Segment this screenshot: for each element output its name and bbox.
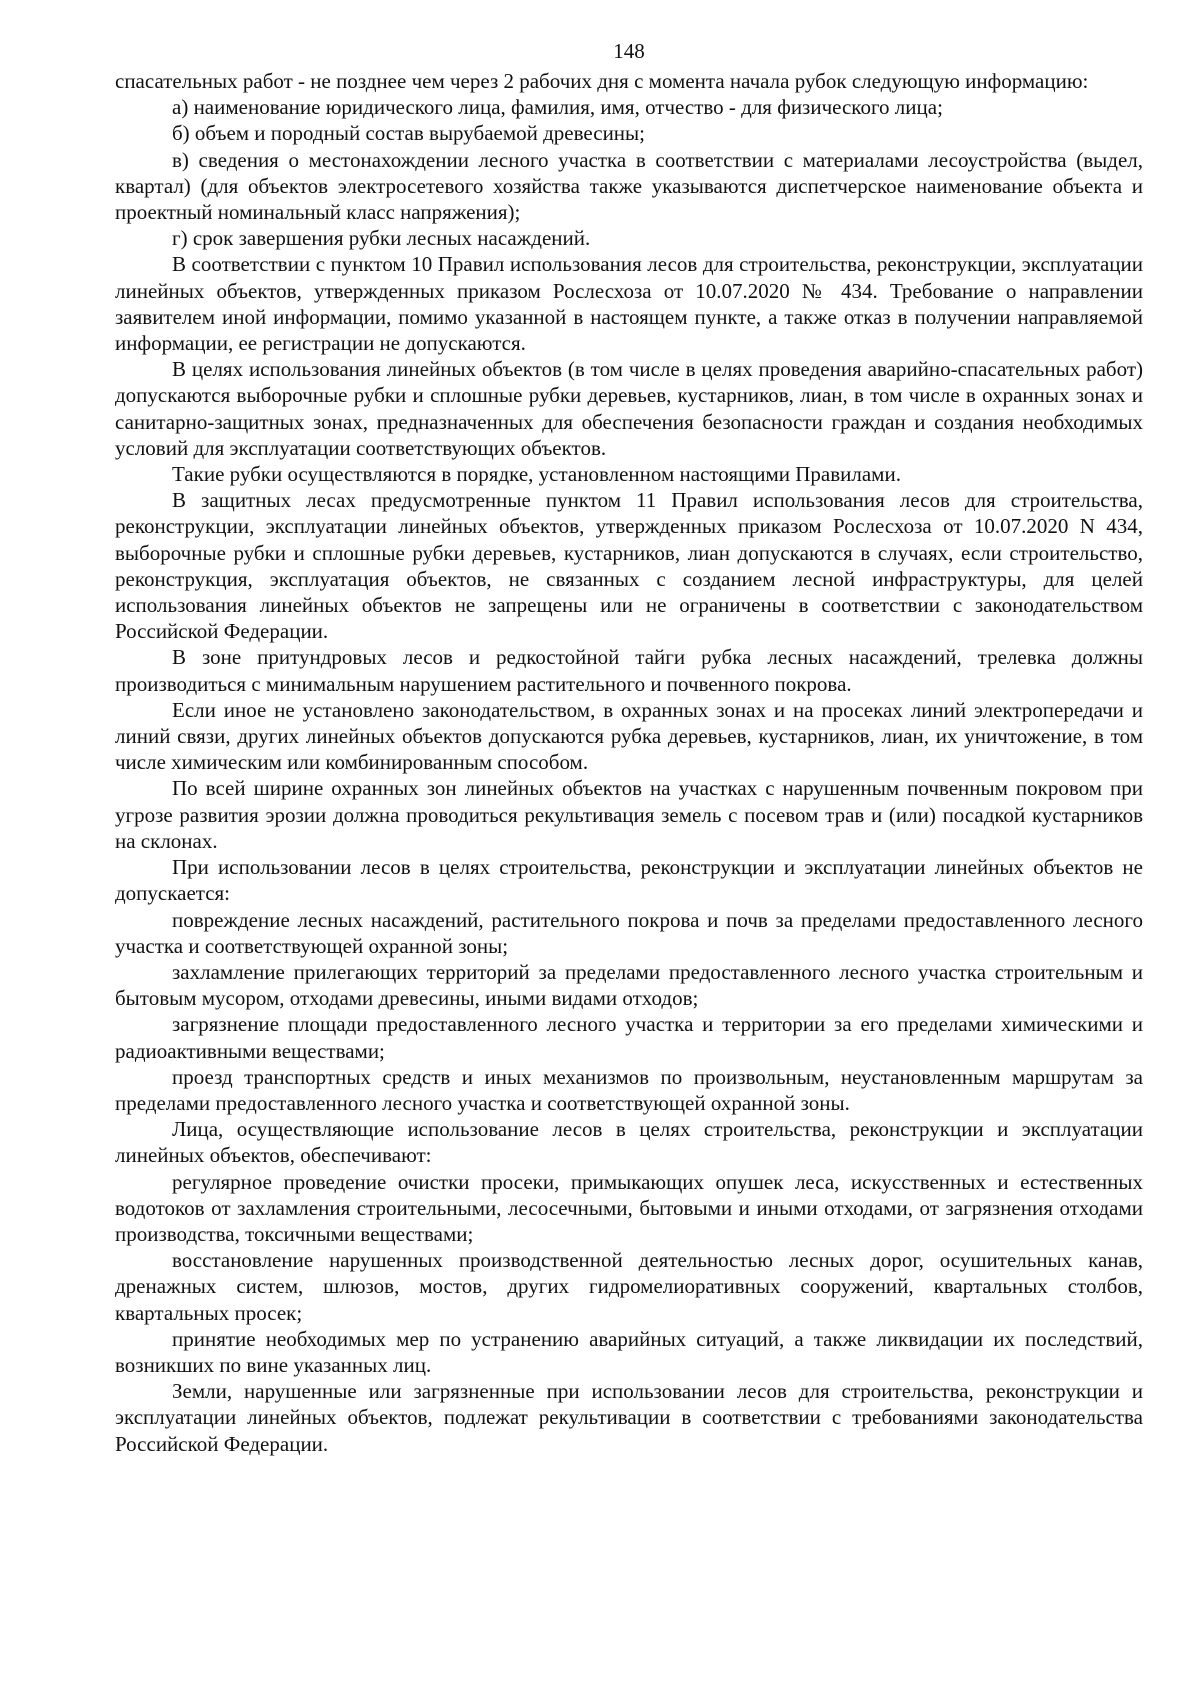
document-page xyxy=(115,38,1143,1457)
paragraph: Лица, осуществляющие использование лесов в целях строительства, реконструкции и эксплуатации линейных объектов, обеспечивают: xyxy=(115,1117,1143,1168)
paragraph: а) наименование юридического лица, фамилия, имя, отчество - для физического лица; xyxy=(172,95,943,120)
paragraph: проезд транспортных средств и иных механизмов по произвольным, неустановленным маршрутам за пределами предоставленного лесного участка и соответствующей охранной зоны. xyxy=(115,1064,1143,1115)
paragraph: г) срок завершения рубки лесных насаждений. xyxy=(172,226,591,251)
paragraph: б) объем и породный состав вырубаемой древесины; xyxy=(172,121,645,146)
paragraph: Если иное не установлено законодательством, в охранных зонах и на просеках линий электропередачи и линий связи, других линейных объектов допускаются рубка деревьев, кустарников, лиан, их уничтожение, в том числе химическим или комбинированным способом. xyxy=(115,697,1143,775)
document-body xyxy=(115,68,1143,1457)
paragraph: В соответствии с пунктом 10 Правил использования лесов для строительства, реконструкции, эксплуатации линейных объектов, утвержденных приказом Рослесхоза от 10.07.2020 № 434. Требование о направлении заявителем иной информации, помимо указанной в настоящем пункте, а также отказ в получении направляемой информации, ее регистрации не допускаются. xyxy=(115,252,1143,356)
paragraph: При использовании лесов в целях строительства, реконструкции и эксплуатации линейных объектов не допускается: xyxy=(115,855,1143,906)
paragraph: принятие необходимых мер по устранению аварийных ситуаций, а также ликвидации их последствий, возникших по вине указанных лиц. xyxy=(115,1326,1143,1377)
paragraph: загрязнение площади предоставленного лесного участка и территории за его пределами химическими и радиоактивными веществами; xyxy=(115,1012,1143,1063)
paragraph: По всей ширине охранных зон линейных объектов на участках с нарушенным почвенным покровом при угрозе развития эрозии должна проводиться рекультивация земель с посевом трав и (или) посадкой кустарников на склонах. xyxy=(115,776,1143,853)
paragraph: В защитных лесах предусмотренные пунктом 11 Правил использования лесов для строительства, реконструкции, эксплуатации линейных объектов, утвержденных приказом Рослесхоза от 10.07.2020 N 434, выборочные рубки и сплошные рубки деревьев, кустарников, лиан допускаются в случаях, если строительство, реконструкция, эксплуатация объектов, не связанных с созданием лесной инфраструктуры, для целей использования линейных объектов не запрещены или не ограничены в соответствии с законодательством Российской Федерации. xyxy=(115,488,1143,644)
paragraph: В зоне притундровых лесов и редкостойной тайги рубка лесных насаждений, трелевка должны производиться с минимальным нарушением растительного и почвенного покрова. xyxy=(115,645,1143,696)
paragraph: Такие рубки осуществляются в порядке, установленном настоящими Правилами. xyxy=(172,462,901,487)
page-number: 148 xyxy=(613,39,645,63)
paragraph: восстановление нарушенных производственной деятельностью лесных дорог, осушительных канав, дренажных систем, шлюзов, мостов, других гидромелиоративных сооружений, квартальных столбов, квартальных просек; xyxy=(115,1248,1143,1325)
paragraph: повреждение лесных насаждений, растительного покрова и почв за пределами предоставленного лесного участка и соответствующей охранной зоны; xyxy=(115,907,1143,958)
paragraph: спасательных работ - не позднее чем через 2 рабочих дня с момента начала рубок следующую информацию: xyxy=(115,69,1089,93)
paragraph: регулярное проведение очистки просеки, примыкающих опушек леса, искусственных и естественных водотоков от захламления строительными, лесосечными, бытовыми и иными отходами, от загрязнения отходами производства, токсичными веществами; xyxy=(115,1169,1143,1246)
paragraph: захламление прилегающих территорий за пределами предоставленного лесного участка строительным и бытовым мусором, отходами древесины, иными видами отходов; xyxy=(115,959,1143,1011)
paragraph: в) сведения о местонахождении лесного участка в соответствии с материалами лесоустройства (выдел, квартал) (для объектов электросетевого хозяйства также указываются диспетчерское наименование объекта и проектный номинальный класс напряжения); xyxy=(115,147,1143,225)
paragraph: В целях использования линейных объектов (в том числе в целях проведения аварийно-спасательных работ) допускаются выборочные рубки и сплошные рубки деревьев, кустарников, лиан, в том числе в охранных зонах и санитарно-защитных зонах, предназначенных для обеспечения безопасности граждан и создания необходимых условий для эксплуатации соответствующих объектов. xyxy=(115,357,1143,460)
paragraph: Земли, нарушенные или загрязненные при использовании лесов для строительства, реконструкции и эксплуатации линейных объектов, подлежат рекультивации в соответствии с требованиями законодательства Российской Федерации. xyxy=(115,1379,1143,1456)
